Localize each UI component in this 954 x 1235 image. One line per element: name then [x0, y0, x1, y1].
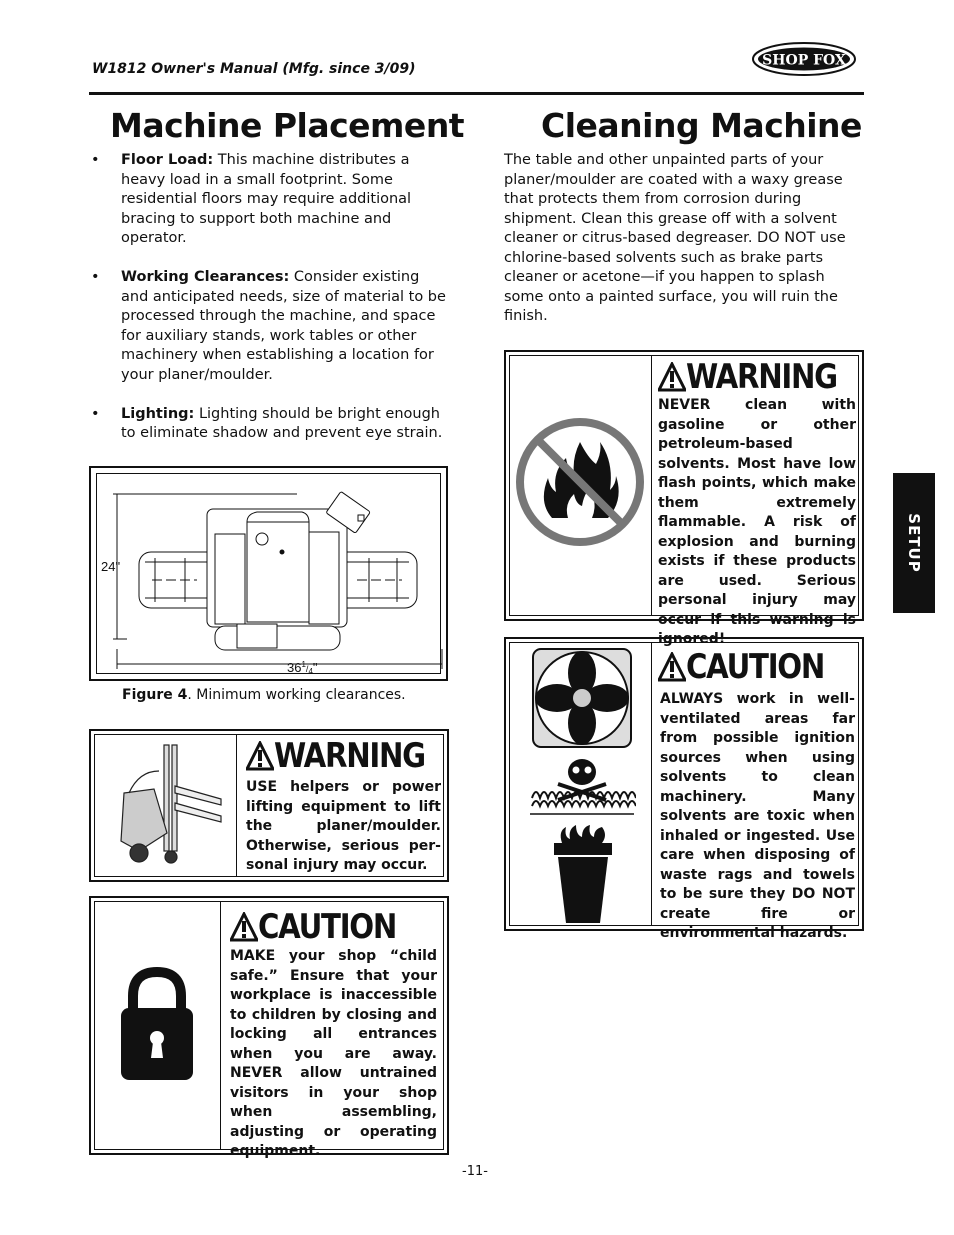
- bullet-text: This machine distributes a heavy load in a small footprint. Some residential floors may require additional bracing to support both machine and operator.: [121, 152, 412, 246]
- logo-text: SHOP FOX: [762, 52, 846, 69]
- warning-gasoline-title: WARNING: [686, 357, 837, 397]
- dimension-horizontal-num: 1: [301, 660, 306, 669]
- list-item: • Floor Load: This machine distributes a heavy load in a small footprint. Some residential floors may require additional bracing to support both machine and operator.: [91, 152, 412, 246]
- bullet-label: Floor Load:: [121, 152, 214, 168]
- setup-tab-label: SETUP: [905, 513, 923, 573]
- cleaning-paragraph: The table and other unpainted parts of your planer/moulder are coated with a waxy grease that protects them from corrosion during shipment. Clean this grease off with a solvent cleaner or citrus-based degreaser. DO NOT use chlorine-based solvents such as brake parts cleaner or acetone—if you happen to splash some onto a painted surface, you will ruin the finish.: [504, 152, 846, 324]
- dimension-vertical: 24": [101, 559, 121, 574]
- figure-caption: [122, 687, 406, 703]
- shop-fox-logo: [752, 42, 856, 76]
- bullet-text: Consider existing and anticipated needs, size of material to be processed through the machine, and space for auxiliary stands, work tables or other machinery when establishing a location for your planer/moulder.: [121, 269, 446, 383]
- bullet-label: Lighting:: [121, 405, 195, 422]
- list-item: • Lighting: Lighting should be bright enough to eliminate shadow and prevent eye strain.: [91, 405, 443, 441]
- machine-placement-heading: Machine Placement: [110, 106, 465, 145]
- caution-child-text: MAKE your shop “child safe.” Ensure that your workplace is inaccessible to children by closing and locking all entrances when you are away. NEVER allow untrained visitors in your shop when assembling, adjusting or operating equipment.: [230, 948, 437, 1159]
- warning-gasoline-text: NEVER clean with gasoline or other petroleum-based solvents. Most have low flash points, which make them extremely flammable. A risk of explosion and burning exists if these products are used. Serious personal injury may occur if this warning is ignored!: [658, 397, 856, 647]
- forklift-icon: [109, 741, 224, 871]
- caution-ventilation-title-row: [658, 647, 847, 687]
- bullet-text: Lighting should be bright enough to eliminate shadow and prevent eye strain.: [121, 405, 443, 441]
- dimension-horizontal-whole: 36: [287, 660, 302, 675]
- setup-section-tab: [893, 473, 935, 613]
- warning-triangle-icon: [658, 362, 686, 392]
- list-item: • Working Clearances: Consider existing and anticipated needs, size of material to be processed through the machine, and space for auxiliary stands, work tables or other machinery when establishing a location for your planer/moulder.: [91, 269, 446, 383]
- bullet-label: Working Clearances:: [121, 269, 290, 285]
- warning-lift-text: USE helpers or power lifting equipment to lift the planer/moulder. Otherwise, serious per-sonal injury may occur.: [246, 779, 441, 873]
- caution-ventilation-box: [504, 637, 864, 941]
- dimension-horizontal-den: 4: [308, 667, 313, 676]
- page-number: -11-: [462, 1164, 488, 1179]
- caption-label: Figure 4: [122, 687, 188, 703]
- caution-child-title: CAUTION: [258, 907, 397, 947]
- warning-gasoline-title-row: [658, 357, 861, 397]
- warning-lift-title: WARNING: [274, 736, 425, 776]
- caution-ventilation-text: ALWAYS work in well-ventilated areas far from possible ignition sources when using solvents to clean machinery. Many solvents are toxic when inhaled or ingested. Use care when disposing of waste rags and towels to be sure they DO NOT create fire or environmental hazards.: [660, 691, 855, 941]
- dimension-horizontal: $36^1_/4$": [287, 660, 318, 676]
- figure-4-clearances: [89, 466, 448, 681]
- clearance-diagram: [97, 474, 444, 677]
- warning-triangle-icon: [246, 741, 274, 771]
- padlock-icon: [119, 966, 195, 1084]
- ventilation-fan-icon: [531, 647, 633, 749]
- warning-gasoline-box: [504, 350, 864, 647]
- toxic-skull-icon: [528, 754, 636, 818]
- warning-lift-box: [89, 729, 449, 882]
- caution-child-safe-box: [89, 896, 449, 1159]
- cleaning-machine-heading: Cleaning Machine: [541, 106, 862, 145]
- dimension-horizontal-unit: ": [312, 660, 318, 675]
- warning-triangle-icon: [230, 912, 258, 942]
- caution-child-title-row: [230, 907, 419, 947]
- no-fire-icon: [516, 418, 644, 546]
- caption-text: . Minimum working clearances.: [187, 687, 406, 703]
- manual-title: W1812 Owner's Manual (Mfg. since 3/09): [92, 61, 416, 77]
- warning-triangle-icon: [658, 652, 686, 682]
- caution-ventilation-title: CAUTION: [686, 647, 825, 687]
- trash-fire-icon: [552, 825, 614, 925]
- header-rule: [89, 92, 864, 95]
- warning-lift-title-row: [246, 736, 449, 776]
- placement-bullet-list: [91, 151, 447, 463]
